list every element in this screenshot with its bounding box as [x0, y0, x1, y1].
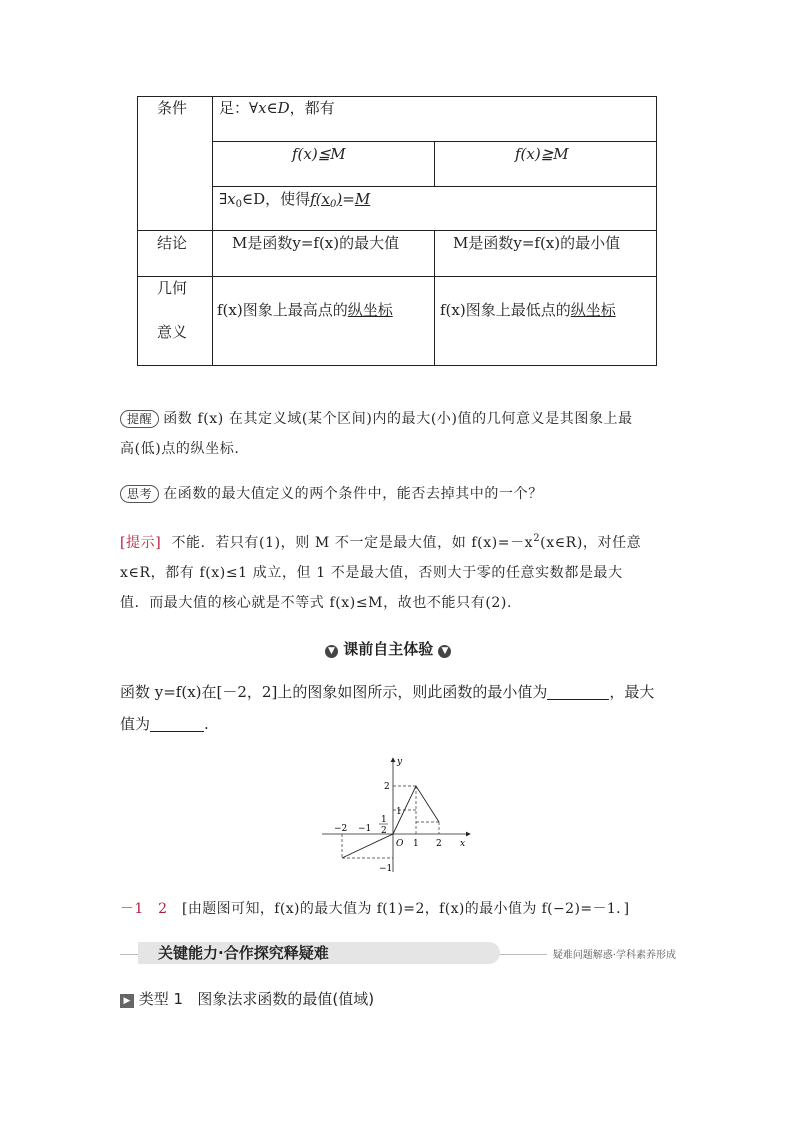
row-label-conclusion: 结论: [157, 234, 188, 252]
row-label-condition: 条件: [157, 99, 188, 117]
cond-suffix: ，都有: [289, 99, 335, 117]
cell-min-condition: f(x)≧M: [515, 145, 569, 163]
hint-line-2: x∈R，都有 f(x)≤1 成立，但 1 不是最大值，否则大于零的任意实数都是最大: [120, 565, 623, 581]
hint-label: [提示]: [120, 535, 162, 551]
exist-fx-sub: 0: [330, 199, 337, 210]
condition-line-1: [219, 98, 335, 118]
exist-eq: =: [342, 190, 355, 208]
conclusion-max: M是函数y=f(x)的最大值: [232, 234, 400, 252]
tick-x-1: 1: [413, 839, 419, 849]
tick-x-2: 2: [436, 839, 442, 849]
exist-fx-text: f(x: [310, 190, 330, 208]
exists-condition: [219, 189, 370, 215]
conclusion-min: M是函数y=f(x)的最小值: [453, 234, 621, 252]
question-line-2a: 值为: [120, 715, 151, 733]
play-icon: ▶: [120, 994, 134, 1008]
cell-max-condition: f(x)≦M: [292, 145, 346, 163]
section-header: [325, 638, 451, 659]
answer-line: [120, 894, 676, 924]
question-paragraph: [120, 676, 676, 740]
type-title: 图象法求函数的最值(值域): [197, 990, 375, 1008]
tick-y-2: 2: [384, 782, 390, 792]
exist-prefix: ∃x: [219, 190, 236, 208]
geo-max: [217, 300, 393, 320]
tip-tag: 提醒: [120, 410, 159, 428]
axis-y-label: y: [397, 757, 403, 767]
tick-y-1: 1: [396, 807, 402, 817]
geo-max-underlined: 纵坐标: [347, 301, 393, 319]
tick-half-num: 1: [381, 815, 387, 825]
section-banner: [120, 938, 676, 968]
type-heading: [120, 988, 374, 1009]
hint-line-1b: (x∈R)，对任意: [540, 535, 642, 551]
tip-line-1: 函数 f(x) 在其定义域(某个区间)内的最大(小)值的几何意义是其图象上最: [163, 411, 633, 427]
question-line-1b: ，最大: [609, 683, 655, 701]
cond-x: x: [258, 99, 267, 117]
exist-fx: [310, 190, 342, 208]
question-line-2b: .: [204, 715, 209, 733]
function-graph: [320, 752, 480, 877]
question-line-1a: 函数 y=f(x)在[－2，2]上的图象如图所示，则此函数的最小值为: [120, 683, 548, 701]
exist-sub: 0: [235, 199, 242, 210]
hint-paragraph: [120, 524, 676, 618]
answer-values: －1 2: [120, 901, 168, 917]
chevron-down-icon: ▼: [325, 645, 338, 658]
answer-blank-max: [150, 717, 204, 732]
row-label-geo-1: 几何: [157, 279, 188, 297]
hint-line-3: 值．而最大值的核心就是不等式 f(x)≤M，故也不能只有(2).: [120, 595, 512, 611]
hint-sup: 2: [533, 533, 541, 544]
row-label-geo-2: 意义: [157, 323, 188, 341]
answer-blank-min: [547, 685, 609, 700]
geo-min: [440, 300, 616, 320]
cond-in: ∈: [266, 99, 278, 117]
tick-x-neg2: −2: [334, 824, 348, 834]
function-curve: [342, 786, 439, 858]
geo-min-prefix: f(x)图象上最低点的: [440, 301, 571, 319]
think-text: 在函数的最大值定义的两个条件中，能否去掉其中的一个？: [163, 486, 543, 502]
geo-max-prefix: f(x)图象上最高点的: [217, 301, 348, 319]
origin-label: O: [396, 839, 404, 849]
exist-M: M: [354, 190, 371, 208]
geo-min-underlined: 纵坐标: [570, 301, 616, 319]
hint-line-1a: 不能．若只有(1)，则 M 不一定是最大值，如 f(x)=－x: [171, 535, 534, 551]
guide-lines: [342, 786, 439, 858]
exist-fx-close: ): [336, 190, 343, 208]
axis-x-label: x: [460, 839, 466, 849]
section-title: 课前自主体验: [343, 640, 434, 658]
tick-y-neg1: −1: [379, 864, 393, 874]
answer-explanation: [由题图可知，f(x)的最大值为 f(1)=2，f(x)的最小值为 f(−2)=－1．]: [181, 901, 630, 917]
cond-D: D: [277, 99, 290, 117]
tick-x-neg1: −1: [358, 824, 372, 834]
tip-line-2: 高(低)点的纵坐标.: [120, 441, 240, 457]
type-label: 类型 1: [138, 990, 184, 1008]
banner-title: 关键能力·合作探究释疑难: [158, 944, 329, 962]
think-tag: 思考: [120, 485, 159, 503]
exist-mid: ∈D，使得: [241, 190, 311, 208]
definition-table: [137, 96, 657, 366]
cond-prefix: 足：∀: [219, 99, 259, 117]
banner-subtitle: 疑难问题解惑·学科素养形成: [547, 946, 676, 961]
think-paragraph: [120, 479, 676, 509]
tip-paragraph: [120, 404, 676, 464]
tick-half-den: 2: [381, 826, 387, 836]
chevron-down-icon: ▼: [438, 645, 451, 658]
